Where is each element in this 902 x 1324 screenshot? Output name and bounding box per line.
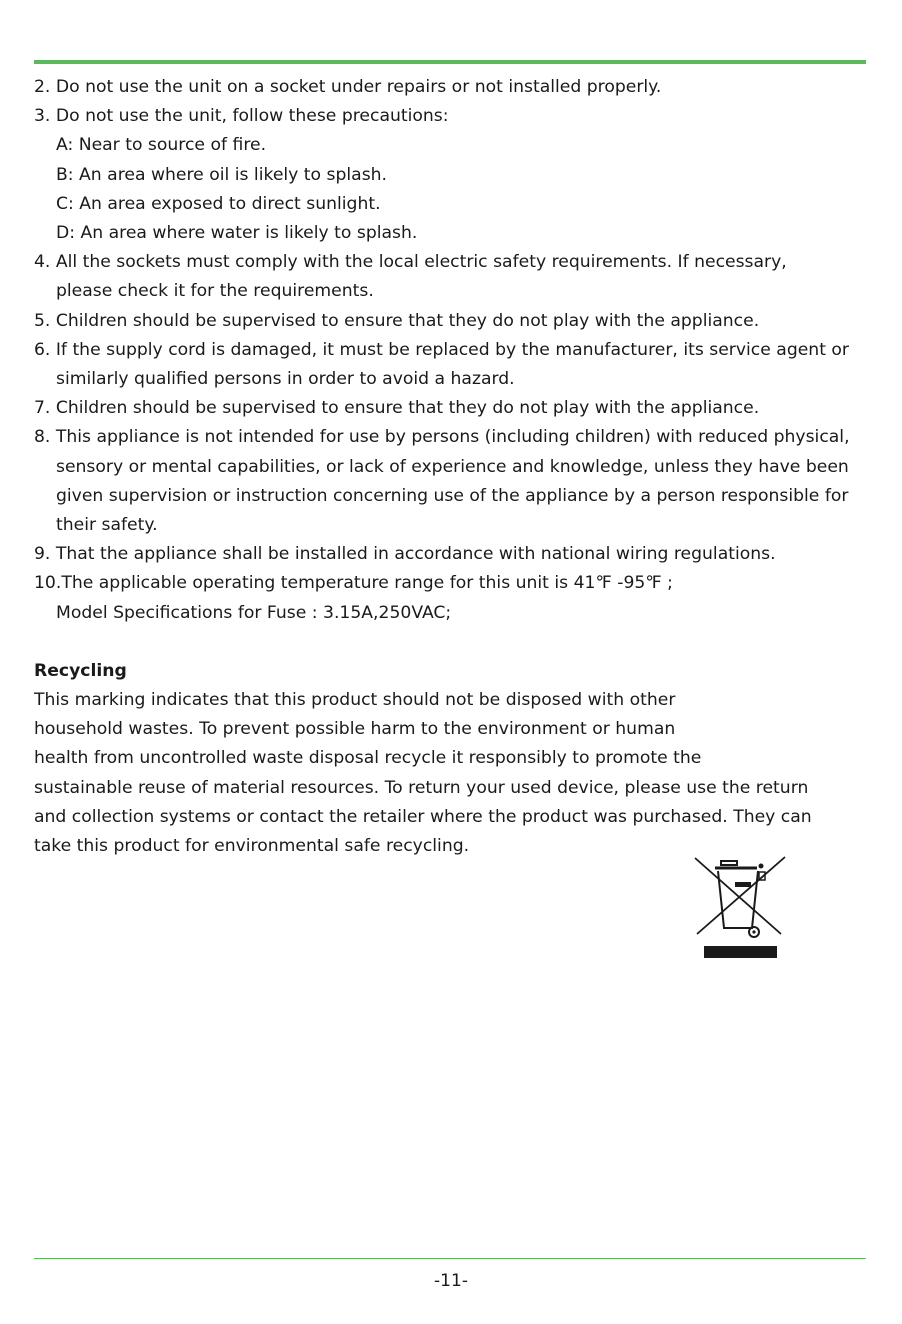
instruction-line: 9. That the appliance shall be installed in accordance with national wiring regulations. xyxy=(34,544,776,565)
instruction-line: 7. Children should be supervised to ensure that they do not play with the appliance. xyxy=(34,398,760,419)
recycling-line: take this product for environmental safe recycling. xyxy=(34,836,470,857)
safety-instructions-list xyxy=(34,73,874,628)
instruction-line: please check it for the requirements. xyxy=(56,281,374,302)
recycling-line: This marking indicates that this product should not be disposed with other xyxy=(34,690,676,710)
instruction-line: similarly qualified persons in order to avoid a hazard. xyxy=(56,369,515,390)
instruction-line: 6. If the supply cord is damaged, it must be replaced by the manufacturer, its service agent or xyxy=(34,339,849,360)
instruction-line: D: An area where water is likely to splash. xyxy=(56,223,418,244)
instruction-line: 10.The applicable operating temperature range for this unit is 41℉ -95℉ ; xyxy=(34,573,673,594)
instruction-line: 5. Children should be supervised to ensure that they do not play with the appliance. xyxy=(34,310,760,331)
instruction-line: their safety. xyxy=(56,515,158,536)
instruction-line: C: An area exposed to direct sunlight. xyxy=(56,193,381,214)
instruction-line: A: Near to source of fire. xyxy=(56,135,267,156)
recycling-line: and collection systems or contact the retailer where the product was purchased. They can xyxy=(34,806,812,827)
recycling-line: sustainable reuse of material resources. To return your used device, please use the return xyxy=(34,777,809,798)
instruction-line: 2. Do not use the unit on a socket under repairs or not installed properly. xyxy=(34,77,662,97)
top-divider xyxy=(34,60,866,64)
instruction-line: B: An area where oil is likely to splash. xyxy=(56,164,388,185)
recycling-line: health from uncontrolled waste disposal recycle it responsibly to promote the xyxy=(34,748,702,769)
weee-crossed-bin-icon xyxy=(693,854,789,962)
instruction-line: 8. This appliance is not intended for use by persons (including children) with reduced physical, xyxy=(34,427,850,448)
instruction-line: Model Specifications for Fuse : 3.15A,250VAC; xyxy=(56,602,452,623)
instruction-line: 3. Do not use the unit, follow these precautions: xyxy=(34,106,449,127)
instruction-line: sensory or mental capabilities, or lack of experience and knowledge, unless they have been xyxy=(56,456,849,477)
page-number: -11- xyxy=(434,1271,468,1291)
recycling-paragraph xyxy=(34,686,874,861)
recycling-heading: Recycling xyxy=(34,661,127,681)
instruction-line: given supervision or instruction concerning use of the appliance by a person responsible for xyxy=(56,485,849,506)
bottom-divider xyxy=(34,1258,866,1259)
recycling-line: household wastes. To prevent possible harm to the environment or human xyxy=(34,719,676,740)
instruction-line: 4. All the sockets must comply with the local electric safety requirements. If necessary, xyxy=(34,252,787,273)
